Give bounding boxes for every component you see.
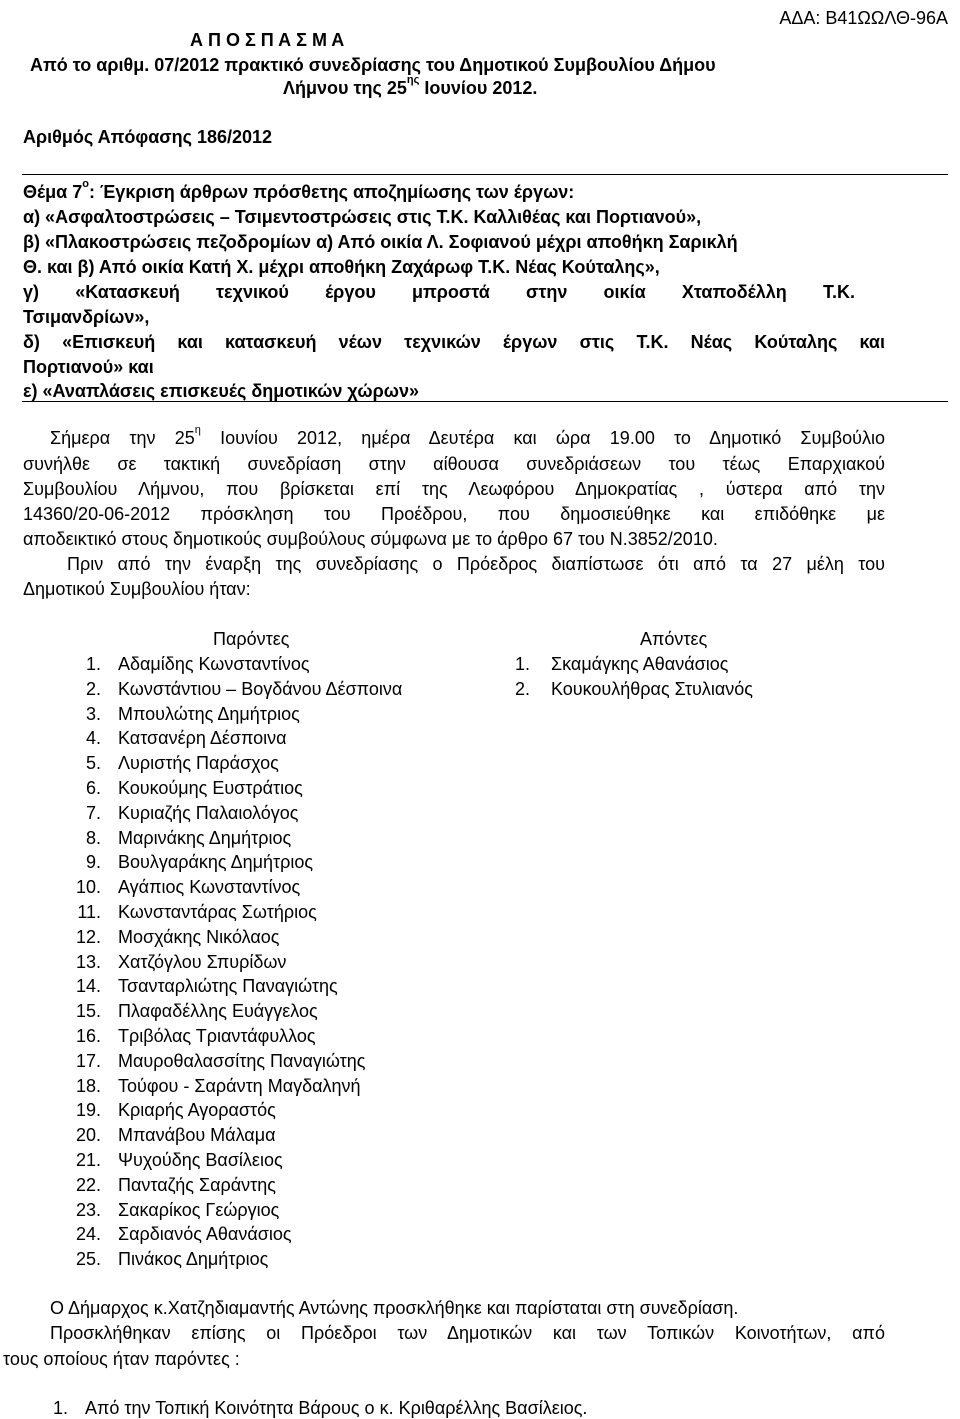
list-item-name: Σαρδιανός Αθανάσιος [118,1224,292,1245]
body-paragraph-1-first-line: Σήμερα την $25^\eta$ Ιουνίου 2012, ημέρα Δευτέρα και ώρα 19.00 το Δημοτικό Συμβούλιο [50,424,885,448]
list-item-name: Σακαρίκος Γεώργιος [118,1199,280,1220]
subject-item: β) «Πλακοστρώσεις πεζοδρομίων α) Από οικία Λ. Σοφιανού μέχρι αποθήκη Σαρικλή [23,232,738,252]
list-item-name: Κριαρής Αγοραστός [118,1100,276,1121]
list-item-name: Ψυχούδης Βασίλειος [118,1150,283,1170]
subject-item: Θ. και β) Από οικία Κατή Χ. μέχρι αποθήκη Ζαχάρωφ Τ.Κ. Νέας Κούταλης», [23,257,660,277]
list-item-number: 20. [75,1125,101,1146]
list-item-name: Μαυροθαλασσίτης Παναγιώτης [118,1050,366,1071]
list-item-name: Μοσχάκης Νικόλαος [118,926,280,947]
mayor-line: Ο Δήμαρχος κ.Χατζηδιαμαντής Αντώνης προσκλήθηκε και παρίσταται στη συνεδρίαση. [50,1298,739,1318]
list-item-number: 24. [75,1224,101,1245]
list-item-number: 13. [75,951,101,972]
subject-item: δ) «Επισκευή και κατασκευή νέων τεχνικών έργων στις Τ.Κ. Νέας Κούταλης και [23,332,885,352]
list-item-name: Κυριαζής Παλαιολόγος [118,802,299,823]
list-item-name: Τούφου - Σαράντη Μαγδαληνή [118,1075,361,1096]
body-paragraph-2-line-1: Πριν από την έναρξη της συνεδρίασης ο Πρόεδρος διαπίστωσε ότι από τα 27 μέλη του [67,554,885,574]
list-item-name: Βουλγαράκης Δημήτριος [118,852,314,873]
list-item-name: Μπουλώτης Δημήτριος [118,703,300,724]
body-paragraph-1-line: Συμβουλίου Λήμνου, που βρίσκεται επί της Λεωφόρου Δημοκρατίας , ύστερα από την [23,479,885,499]
subject-bottom-rule [22,401,948,402]
list-item-name: Κωνσταντάρας Σωτήριος [118,902,317,922]
body-paragraph-1-line: 14360/20-06-2012 πρόσκληση του Προέδρου, που δημοσιεύθηκε και επιδόθηκε με [23,504,885,524]
list-item-name: Κουκούμης Ευστράτιος [118,778,303,798]
header-line-1: Από το αριθμ. 07/2012 πρακτικό συνεδρίασης του Δημοτικού Συμβουλίου Δήμου [30,55,716,75]
list-item-number: 15. [75,1001,101,1022]
present-heading: Παρόντες [213,629,290,649]
list-item-name: Πλαφαδέλλης Ευάγγελος [118,1001,318,1022]
list-item-number: 6. [85,778,101,798]
body-paragraph-2-line-2: Δημοτικού Συμβουλίου ήταν: [23,579,251,599]
list-item-name: Πινάκος Δημήτριος [118,1249,269,1270]
subject-item: γ) «Κατασκευή τεχνικού έργου μπροστά στην οικία Χταποδέλλη Τ.Κ. [23,282,855,302]
list-item-name: Χατζόγλου Σπυρίδων [118,951,287,972]
body-paragraph-1-last-line: αποδεικτικό στους δημοτικούς συμβούλους σύμφωνα με το άρθρο 67 του Ν.3852/2010. [23,529,718,549]
list-item-name: Πανταζής Σαράντης [118,1174,276,1195]
list-item-number: 1. [85,654,101,674]
list-item-name: Κωνστάντιου – Βογδάνου Δέσποινα [118,678,403,699]
list-item-number: 4. [85,728,101,749]
invited-line-1: Προσκλήθηκαν επίσης οι Πρόεδροι των Δημοτικών και των Τοπικών Κοινοτήτων, από [50,1323,885,1343]
body-paragraph-1-line: συνήλθε σε τακτική συνεδρίαση στην αίθουσα συνεδριάσεων του τέως Επαρχιακού [23,454,885,474]
list-item-number: 2. [85,678,101,699]
list-item-name: Μπανάβου Μάλαμα [118,1125,276,1146]
list-item-number: 7. [85,802,101,823]
list-item-number: 5. [85,753,101,774]
list-item-name: Σκαμάγκης Αθανάσιος [551,654,729,674]
list-item-name: Από την Τοπική Κοινότητα Βάρους ο κ. Κριθαρέλλης Βασίλειος. [85,1398,588,1418]
list-item-name: Τριβόλας Τριαντάφυλλος [118,1026,316,1046]
subject-item: α) «Ασφαλτοστρώσεις – Τσιμεντοστρώσεις στις Τ.Κ. Καλλιθέας και Πορτιανού», [23,207,702,227]
list-item-name: Λυριστής Παράσχος [118,753,279,774]
list-item-number: 25. [75,1249,101,1270]
list-item-number: 12. [75,926,101,947]
document-title: Α Π Ο Σ Π Α Σ Μ Α [190,30,345,50]
list-item-number: 22. [75,1174,101,1195]
list-item-number: 19. [75,1100,101,1121]
list-item-name: Αγάπιος Κωνσταντίνος [118,877,301,898]
subject-label: Θέμα $7^o$: Έγκριση άρθρων πρόσθετης αποζημίωσης των έργων: [23,178,575,202]
list-item-name: Κουκουλήθρας Στυλιανός [551,678,753,699]
list-item-number: 1. [52,1398,68,1418]
list-item-number: 14. [75,976,101,997]
list-item-number: 21. [75,1150,101,1170]
invited-line-2: τους οποίους ήταν παρόντες : [3,1349,240,1369]
subject-item: ε) «Αναπλάσεις επισκευές δημοτικών χώρων» [23,381,419,401]
decision-number: Αριθμός Απόφασης 186/2012 [23,127,273,147]
subject-item: Τσιμανδρίων», [23,307,150,327]
list-item-name: Μαρινάκης Δημήτριος [118,827,292,848]
list-item-number: 23. [75,1199,101,1220]
list-item-number: 17. [75,1050,101,1071]
list-item-number: 2. [514,678,530,699]
subject-top-rule [22,174,948,175]
list-item-name: Τσανταρλιώτης Παναγιώτης [118,976,338,997]
absent-heading: Απόντες [640,629,708,649]
list-item-number: 9. [85,852,101,873]
list-item-name: Αδαμίδης Κωνσταντίνος [118,654,310,674]
list-item-number: 3. [85,703,101,724]
list-item-number: 11. [77,902,101,922]
header-line-2: Λήμνου της $25^{\eta\varsigma}$ Ιουνίου 2012. [283,74,538,98]
ada-code: ΑΔΑ: Β41ΩΩΛΘ-96Α [779,8,948,28]
list-item-number: 1. [514,654,530,674]
list-item-number: 8. [85,827,101,848]
subject-item: Πορτιανού» και [23,357,154,377]
list-item-number: 16. [75,1026,101,1046]
list-item-name: Κατσανέρη Δέσποινα [118,728,287,749]
list-item-number: 10. [75,877,101,898]
list-item-number: 18. [75,1075,101,1096]
